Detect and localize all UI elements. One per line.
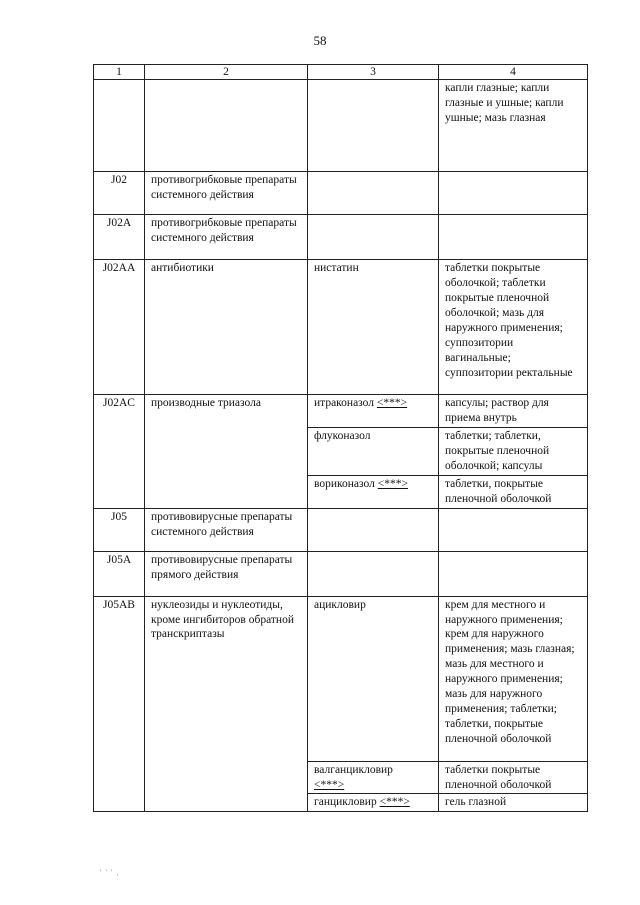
- column-header: 4: [439, 65, 588, 80]
- drug-name: [308, 508, 439, 551]
- group-name: противогрибковые препараты системного действия: [145, 215, 308, 260]
- drug-name: [308, 551, 439, 596]
- drug-name: вориконазол <***>: [308, 475, 439, 508]
- drug-name: [308, 80, 439, 172]
- table-row: [94, 395, 588, 428]
- drug-name: ганцикловир <***>: [308, 794, 439, 812]
- atc-code: J05A: [94, 551, 145, 596]
- restriction-mark: <***>: [314, 778, 345, 791]
- drug-name: итраконазол <***>: [308, 395, 439, 428]
- scan-mark: ' ' ' ,: [100, 868, 120, 877]
- drug-name: нистатин: [308, 260, 439, 395]
- atc-code: J05: [94, 508, 145, 551]
- atc-code: J02A: [94, 215, 145, 260]
- dosage-forms: [439, 508, 588, 551]
- atc-code: J02: [94, 172, 145, 215]
- drug-name: [308, 172, 439, 215]
- atc-code: J02AA: [94, 260, 145, 395]
- atc-code: J05AB: [94, 596, 145, 812]
- dosage-forms: таблетки, покрытые пленочной оболочкой: [439, 475, 588, 508]
- dosage-forms: капли глазные; капли глазные и ушные; капли ушные; мазь глазная: [439, 80, 588, 172]
- column-header: 2: [145, 65, 308, 80]
- atc-code: [94, 80, 145, 172]
- table-row: [94, 260, 588, 395]
- group-name: нуклеозиды и нуклеотиды, кроме ингибиторов обратной транскриптазы: [145, 596, 308, 812]
- restriction-mark: <***>: [376, 397, 408, 409]
- drug-name: флуконазол: [308, 427, 439, 475]
- dosage-forms: таблетки; таблетки, покрытые пленочной оболочкой; капсулы: [439, 427, 588, 475]
- dosage-forms: гель глазной: [439, 794, 588, 812]
- group-name: противовирусные препараты системного действия: [145, 508, 308, 551]
- dosage-forms: [439, 215, 588, 260]
- drug-name: ацикловир: [308, 596, 439, 761]
- table-row: [94, 215, 588, 260]
- group-name: [145, 80, 308, 172]
- table-row: [94, 80, 588, 172]
- table-header-row: [94, 65, 588, 80]
- restriction-mark: <***>: [379, 796, 410, 809]
- restriction-mark: <***>: [377, 477, 408, 490]
- dosage-forms: таблетки покрытые оболочкой; таблетки покрытые пленочной оболочкой; мазь для наружного применения; суппозитории вагинальные; суппозитории ректальные: [439, 260, 588, 395]
- group-name: антибиотики: [145, 260, 308, 395]
- table-row: [94, 551, 588, 596]
- drug-name: валганцикловир <***>: [308, 761, 439, 794]
- page-number: 58: [313, 33, 327, 48]
- dosage-forms: таблетки покрытые пленочной оболочкой: [439, 761, 588, 794]
- group-name: противогрибковые препараты системного действия: [145, 172, 308, 215]
- dosage-forms: крем для местного и наружного применения; крем для наружного применения; мазь глазная; мазь для местного и наружного применения; мазь для наружного применения; таблетки; таблетки, покрытые пленочной оболочкой: [439, 596, 588, 761]
- group-name: противовирусные препараты прямого действия: [145, 551, 308, 596]
- table-row: [94, 172, 588, 215]
- table-row: [94, 596, 588, 761]
- dosage-forms: [439, 551, 588, 596]
- atc-code: J02AC: [94, 395, 145, 509]
- dosage-forms: [439, 172, 588, 215]
- drug-name: [308, 215, 439, 260]
- column-header: 1: [94, 65, 145, 80]
- column-header: 3: [308, 65, 439, 80]
- table-row: [94, 508, 588, 551]
- group-name: производные триазола: [145, 395, 308, 509]
- drug-list-table: [93, 64, 588, 812]
- dosage-forms: капсулы; раствор для приема внутрь: [439, 395, 588, 428]
